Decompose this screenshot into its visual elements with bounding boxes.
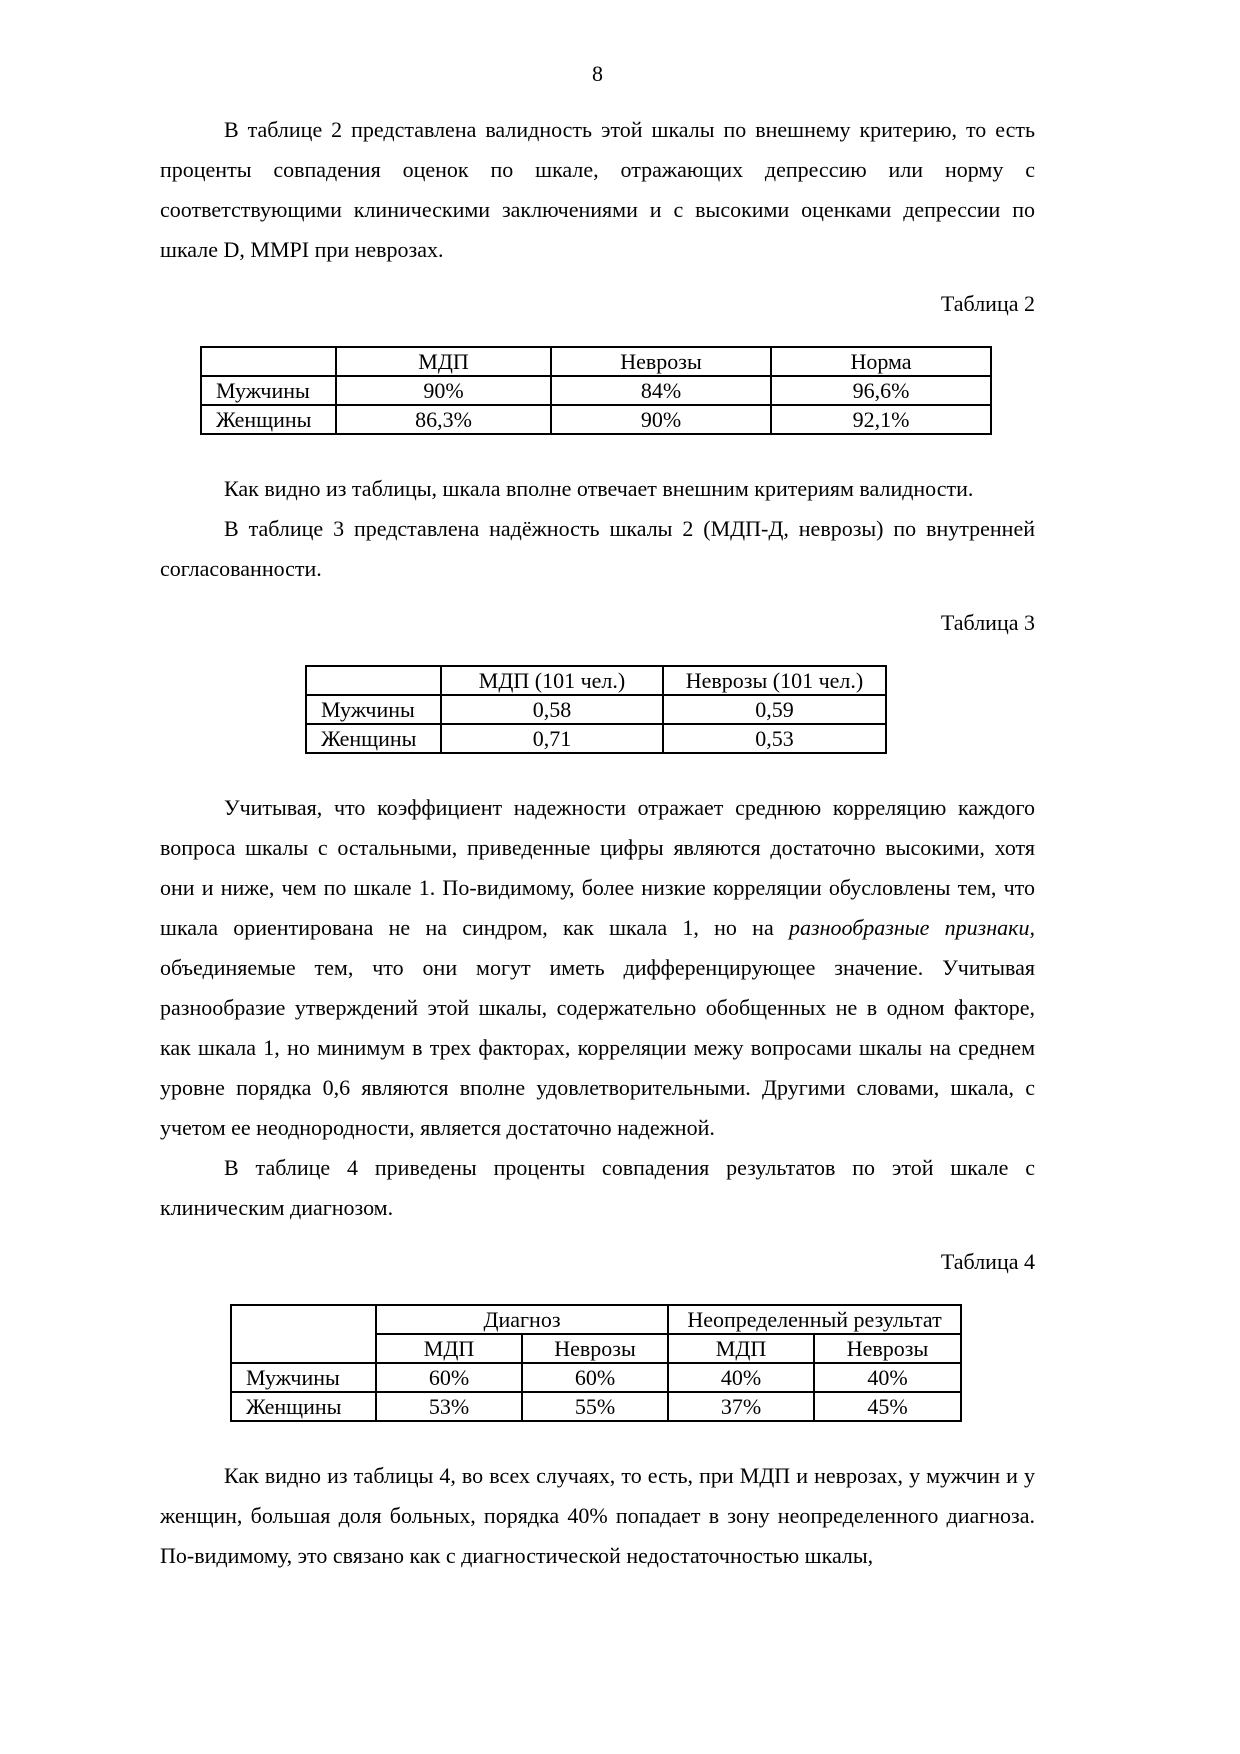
table-corner-cell	[231, 1305, 376, 1363]
table-cell: 90%	[551, 405, 771, 434]
row-header: Женщины	[231, 1392, 376, 1421]
column-header: Норма	[771, 347, 991, 376]
column-header: МДП	[668, 1334, 814, 1363]
row-header: Мужчины	[231, 1363, 376, 1392]
table-cell: 60%	[522, 1363, 668, 1392]
paragraph-text-segment: объединяемые тем, что они могут иметь дифференцирующее значение. Учитывая разнообразие утверждений этой шкалы, содержательно обобщенных не в одном факторе, как шкала 1, но минимум в трех факторах, корреляции межу вопросами шкалы на среднем уровне порядка 0,6 являются вполне удовлетворительными. Другими словами, шкала, с учетом ее неоднородности, является достаточно надежной.	[160, 955, 1035, 1140]
table-cell: 92,1%	[771, 405, 991, 434]
table-cell: 40%	[668, 1363, 814, 1392]
row-header: Мужчины	[201, 376, 336, 405]
table-corner-cell	[201, 347, 336, 376]
table-4	[230, 1304, 962, 1422]
column-header: МДП	[336, 347, 551, 376]
table-2-caption: Таблица 2	[940, 291, 1035, 316]
table-2	[200, 346, 992, 435]
column-header: МДП	[376, 1334, 522, 1363]
page-number: 8	[592, 61, 603, 86]
paragraph-italic-segment: разнообразные признаки,	[788, 915, 1035, 940]
paragraph-reliability-discussion	[160, 788, 1035, 1148]
table-row	[231, 1392, 961, 1421]
table-cell: 60%	[376, 1363, 522, 1392]
table-4-caption: Таблица 4	[940, 1249, 1035, 1274]
table-corner-cell	[306, 666, 441, 695]
table-cell: 84%	[551, 376, 771, 405]
column-header: Неврозы	[551, 347, 771, 376]
table-row	[306, 724, 886, 753]
table-row	[201, 376, 991, 405]
table-cell: 55%	[522, 1392, 668, 1421]
paragraph-table4-conclusion: Как видно из таблицы 4, во всех случаях, то есть, при МДП и неврозах, у мужчин и у женщин, большая доля больных, порядка 40% попадает в зону неопределенного диагноза. По-видимому, это связано как с диагностической недостаточностью шкалы,	[160, 1463, 1035, 1568]
paragraph-table2-conclusion: Как видно из таблицы, шкала вполне отвечает внешним критериям валидности.	[224, 476, 974, 501]
table-row	[231, 1363, 961, 1392]
column-header: Неврозы (101 чел.)	[663, 666, 886, 695]
table-3	[305, 665, 887, 754]
table-2-header-row	[201, 347, 991, 376]
table-cell: 86,3%	[336, 405, 551, 434]
column-header: МДП (101 чел.)	[441, 666, 663, 695]
table-cell: 0,58	[441, 695, 663, 724]
paragraph-validity-intro: В таблице 2 представлена валидность этой шкалы по внешнему критерию, то есть проценты совпадения оценок по шкале, отражающих депрессию или норму с соответствующими клиническими заключениями и с высокими оценками депрессии по шкале D, MMPI при неврозах.	[160, 117, 1035, 262]
row-header: Мужчины	[306, 695, 441, 724]
table-cell: 90%	[336, 376, 551, 405]
table-cell: 40%	[814, 1363, 961, 1392]
column-header: Неврозы	[814, 1334, 961, 1363]
paragraph-table4-intro: В таблице 4 приведены проценты совпадения результатов по этой шкале с клиническим диагнозом.	[160, 1155, 1035, 1220]
table-row	[306, 695, 886, 724]
table-cell: 37%	[668, 1392, 814, 1421]
table-row	[201, 405, 991, 434]
table-cell: 0,71	[441, 724, 663, 753]
table-cell: 53%	[376, 1392, 522, 1421]
table-4-group-header-row	[231, 1305, 961, 1334]
table-3-header-row	[306, 666, 886, 695]
paragraph-table3-intro: В таблице 3 представлена надёжность шкалы 2 (МДП-Д, неврозы) по внутренней согласованности.	[160, 516, 1035, 581]
table-cell: 45%	[814, 1392, 961, 1421]
paragraph-text-segment: Учитывая, что коэффициент надежности отражает среднюю корреляцию каждого вопроса шкалы с остальными, приведенные цифры являются достаточно высокими, хотя они и ниже, чем по шкале 1. По-видимому, более низкие корреляции обусловлены тем, что шкала ориентирована не на синдром, как шкала 1, но на	[160, 795, 1035, 940]
table-cell: 0,53	[663, 724, 886, 753]
column-header: Неврозы	[522, 1334, 668, 1363]
group-column-header: Неопределенный результат	[668, 1305, 961, 1334]
table-3-caption: Таблица 3	[940, 610, 1035, 635]
row-header: Женщины	[306, 724, 441, 753]
table-cell: 96,6%	[771, 376, 991, 405]
row-header: Женщины	[201, 405, 336, 434]
group-column-header: Диагноз	[376, 1305, 668, 1334]
table-cell: 0,59	[663, 695, 886, 724]
